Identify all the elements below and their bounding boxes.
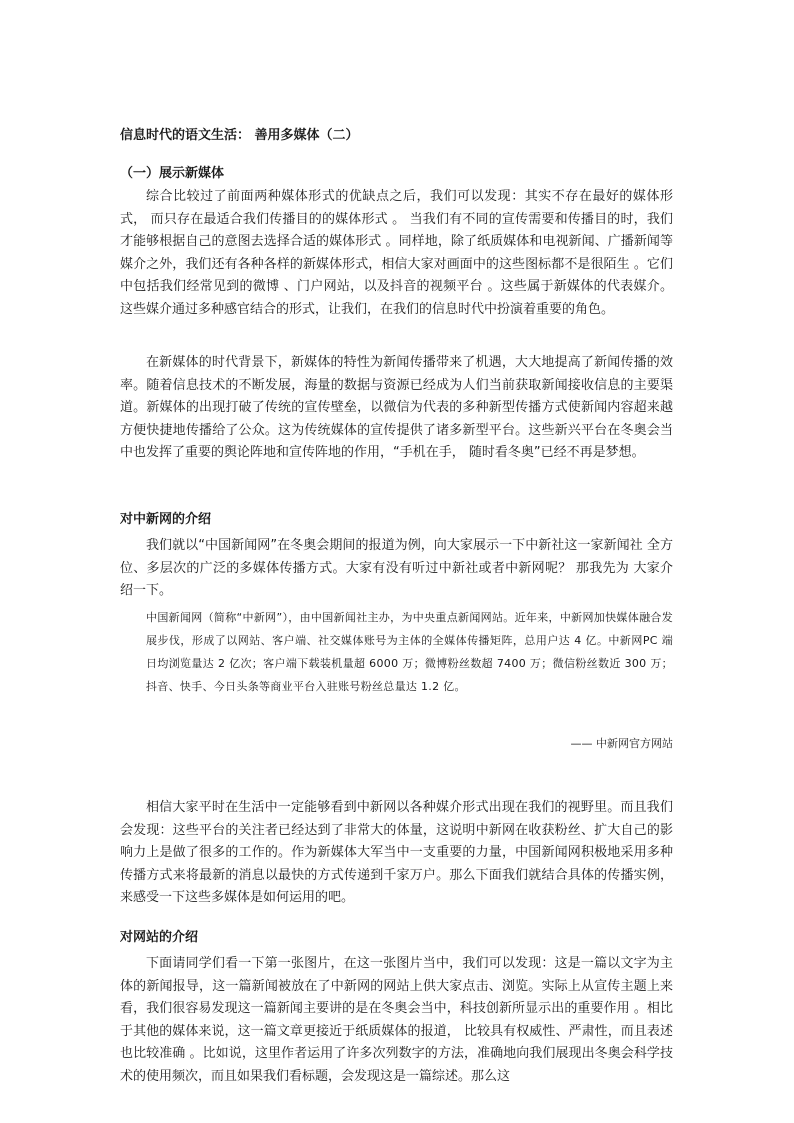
- section-heading-website: 对网站的介绍: [120, 930, 199, 945]
- paragraph-1: 综合比较过了前面两种媒体形式的优缺点之后，我们可以发现：其实不存在最好的媒体形式， 而只存在最适合我们传播目的的媒体形式 。 当我们有不同的宣传需要和传播目的时，我们才能够根据自己的意图去选择合适的媒体形式 。同样地，除了纸质媒体和电视新闻、广播新闻等媒介之外，我们还有各种各样的新媒体形式，相信大家对画面中的这些图标都不是很陌生 。它们中包括我们经常见到的微博 、门户网站，以及抖音的视频平台 。这些属于新媒体的代表媒介。这些媒介通过多种感官结合的形式，让我们，在我们的信息时代中扮演着重要的角色。: [120, 189, 673, 317]
- paragraph-4: 相信大家平时在生活中一定能够看到中新网以各种媒介形式出现在我们的视野里。而且我们会发现：这些平台的关注者已经达到了非常大的体量，这说明中新网在收获粉丝、扩大自己的影响力上是做了很多的工作的。作为新媒体大军当中一支重要的力量，中国新闻网积极地采用多种传播方式来将最新的消息以最快的方式传递到千家万户。那么下面我们就结合具体的传播实例，来感受一下这些多媒体是如何运用的吧。: [120, 800, 673, 906]
- document-title: 信息时代的语文生活： 善用多媒体（二）: [120, 128, 359, 143]
- paragraph-5: 下面请同学们看一下第一张图片，在这一张图片当中，我们可以发现：这是一篇以文字为主体的新闻报导，这一篇新闻被放在了中新网的网站上供大家点击、浏览。实际上从宣传主题上来看，我们很容易发现这一篇新闻主要讲的是在冬奥会当中，科技创新所显示出的重要作用 。相比于其他的媒体来说，这一篇文章更接近于纸质媒体的报道， 比较具有权威性、严肃性，而且表述也比较准确 。比如说，这里作者运用了许多次列数字的方法，准确地向我们展现出冬奥会科学技术的使用频次，而且如果我们看标题，会发现这是一篇综述。那么这: [120, 956, 673, 1084]
- section-heading-chinanews: 对中新网的介绍: [120, 512, 212, 527]
- section-heading-new-media: （一）展示新媒体: [120, 166, 225, 181]
- paragraph-3: 我们就以“中国新闻网”在冬奥会期间的报道为例，向大家展示一下中新社这一家新闻社 全方位、多层次的广泛的多媒体传播方式。大家有没有听过中新社或者中新网呢？ 那我先为 大家介绍一下。: [120, 538, 673, 599]
- paragraph-2: 在新媒体的时代背景下，新媒体的特性为新闻传播带来了机遇，大大地提高了新闻传播的效率。随着信息技术的不断发展，海量的数据与资源已经成为人们当前获取新闻接收信息的主要渠道。新媒体的出现打破了传统的宣传壁垒，以微信为代表的多种新型传播方式使新闻内容超来越方便快捷地传播给了公众。这为传统媒体的宣传提供了诸多新型平台。这些新兴平台在冬奥会当中也发挥了重要的舆论阵地和宣传阵地的作用，“手机在手， 随时看冬奥”已经不再是梦想。: [120, 355, 673, 461]
- quote-source: —— 中新网官方网站: [570, 737, 673, 750]
- quote-block: 中国新闻网（简称“中新网”），由中国新闻社主办，为中央重点新闻网站。近年来，中新网加快媒体融合发展步伐，形成了以网站、客户端、社交媒体账号为主体的全媒体传播矩阵，总用户达 4 亿。中新网PC 端日均浏览量达 2 亿次；客户端下载装机量超 6000 万；微博粉丝数超 7400 万；微信粉丝数近 300 万；抖音、快手、今日头条等商业平台入驻账号粉丝总量达 1.2 亿。: [146, 611, 673, 693]
